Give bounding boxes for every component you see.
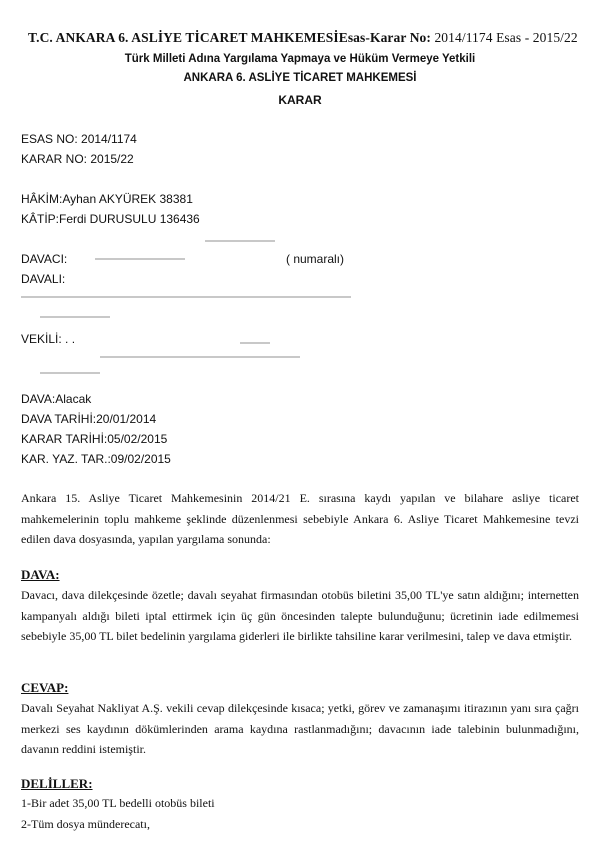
karar-yazim-tarihi: KAR. YAZ. TAR.:09/02/2015: [21, 452, 171, 466]
cevap-paragraph: Davalı Seyahat Nakliyat A.Ş. vekili cevap dilekçesinde kısaca; yetki, görev ve zamanaşımı itirazının yanı sıra çağrı merkezi ses kaydının dökümlerinden arama kaydına rastlanmadığını; davacının iade talebinin bulunmadığını, davanın reddini istemiştir.: [21, 701, 579, 756]
karar-no: KARAR NO: 2015/22: [21, 152, 134, 166]
hakim: HÂKİM:Ayhan AKYÜREK 38381: [21, 192, 193, 206]
redaction-mark: [100, 356, 300, 358]
redaction-mark: [95, 258, 185, 260]
header-court-title: ANKARA 6. ASLİYE TİCARET MAHKEMESİ: [183, 72, 417, 84]
redaction-mark: [21, 296, 351, 298]
redaction-mark: [240, 342, 270, 344]
delil-item-2: 2-Tüm dosya münderecatı,: [21, 817, 150, 831]
redaction-mark: [40, 372, 100, 374]
davaci: DAVACI:: [21, 252, 68, 266]
header-case-number: 2014/1174 Esas - 2015/22: [430, 30, 578, 45]
intro-paragraph: Ankara 15. Asliye Ticaret Mahkemesinin 2014/21 E. sırasına kaydı yapılan ve bilahare asliye ticaret mahkemelerinin toplu mahkeme şeklinde düzenlenmesi sebebiyle Ankara 6. Asliye Ticaret Mahkemesine tevzi edilen dava dosyasında, yapılan yargılama sonunda:: [21, 491, 579, 546]
header-authority-line: Türk Milleti Adına Yargılama Yapmaya ve Hüküm Vermeye Yetkili: [124, 53, 476, 65]
dava-tarihi: DAVA TARİHİ:20/01/2014: [21, 412, 157, 426]
header-karar-title: KARAR: [278, 93, 322, 107]
esas-no: ESAS NO: 2014/1174: [21, 132, 137, 146]
cevap-heading: CEVAP:: [21, 680, 69, 695]
deliller-heading: DELİLLER:: [21, 776, 93, 791]
redaction-mark: [205, 240, 275, 242]
davaci-tail: ( numaralı): [286, 252, 345, 266]
karar-tarihi: KARAR TARİHİ:05/02/2015: [21, 432, 168, 446]
redaction-mark: [40, 316, 110, 318]
dava-heading: DAVA:: [21, 567, 60, 582]
dava-turu: DAVA:Alacak: [21, 392, 92, 406]
header-court-case-line: [28, 30, 578, 46]
katip: KÂTİP:Ferdi DURUSULU 136436: [21, 212, 200, 226]
vekili: VEKİLİ: . .: [21, 332, 76, 346]
header-court-name: T.C. ANKARA 6. ASLİYE TİCARET MAHKEMESİEsas-Karar No:: [28, 30, 431, 45]
dava-paragraph: Davacı, dava dilekçesinde özetle; davalı seyahat firmasından otobüs biletini 35,00 TL'ye satın aldığını; internetten kampanyalı aldığı bileti iptal ettirmek için üç gün öncesinden talepte bulunduğunu; ücretinin iade edilmemesi sebebiyle 35,00 TL bilet bedelinin yargılama giderleri ile birlikte tahsiline karar verilmesini, talep ve dava etmiştir.: [21, 588, 579, 643]
davali: DAVALI:: [21, 272, 66, 286]
delil-item-1: 1-Bir adet 35,00 TL bedelli otobüs bileti: [21, 796, 215, 810]
